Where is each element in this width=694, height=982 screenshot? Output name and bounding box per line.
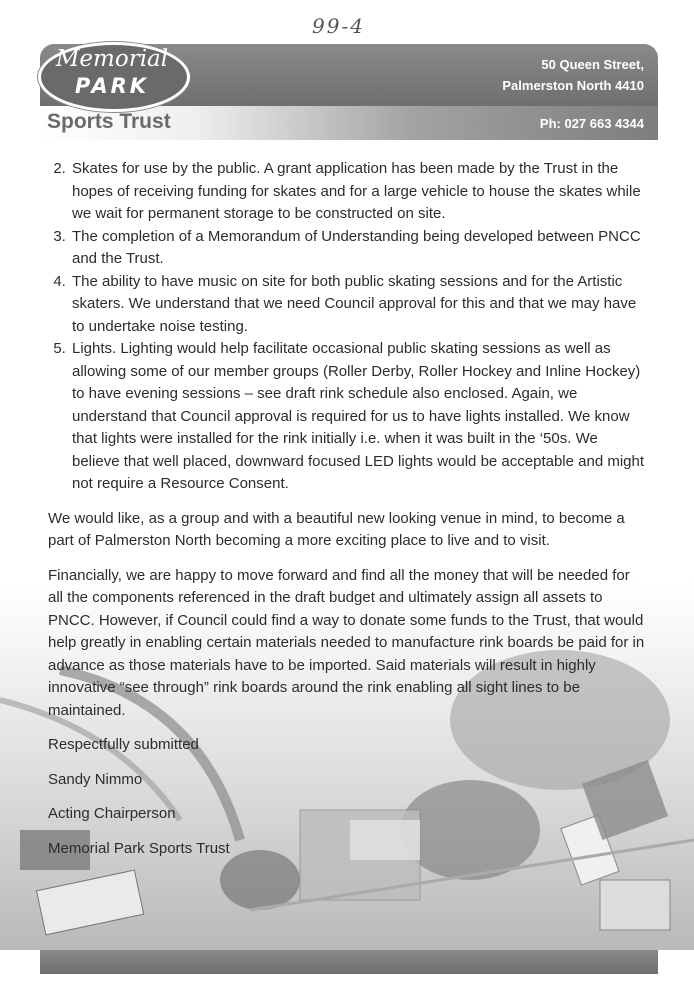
logo-text-memorial: Memorial [55,46,169,72]
list-item: 4. The ability to have music on site for both public skating sessions and for the Artistic skaters. We understand that we need Council approval for this and that we may have to undertake noise testing. [70,271,648,339]
footer-bar [40,950,658,974]
signatory-organisation: Memorial Park Sports Trust [48,839,230,857]
signatory-name: Sandy Nimmo [48,770,143,788]
phone-number: Ph: 027 663 4344 [539,116,644,131]
paragraph: We would like, as a group and with a beautiful new looking venue in mind, to become a part of Palmerston North becoming a more exciting place to live and to visit. [48,509,625,549]
org-subtitle: Sports Trust [47,110,171,133]
signatory-title: Acting Chairperson [48,805,176,822]
address-line-2: Palmerston North 4410 [502,78,644,93]
closing-line: Respectfully submitted [48,736,199,753]
numbered-list [48,158,648,496]
list-item: 3. The completion of a Memorandum of Understanding being developed between PNCC and the Trust. [70,226,648,271]
handwritten-page-note: 99-4 [312,14,365,38]
signature-block [48,734,648,860]
paragraph: Financially, we are happy to move forward and find all the money that will be needed for all the components referenced in the draft budget and ultimately assign all assets to PNCC. However, if Council could find a way to donate some funds to the Trust, that would help greatly in enabling certain materials needed to manufacture rink boards be paid for in advance as those materials have to be imported. Said materials will result in highly innovative “see through” rink boards around the rink enabling all sight lines to be maintained. [48,566,645,719]
list-item: 5. Lights. Lighting would help facilitate occasional public skating sessions as well as allowing some of our member groups (Roller Derby, Roller Hockey and Inline Hockey) to have evening sessions – see draft rink schedule also enclosed. Again, we understand that Council approval is required for us to have lights installed. We know that lights were installed for the rink initially i.e. when it was built in the ‘50s. We believe that well placed, downward focused LED lights would be acceptable and might not require a Resource Consent. [70,338,648,496]
list-item: 2. Skates for use by the public. A grant application has been made by the Trust in the hopes of receiving funding for skates and for a large vehicle to house the skates while we wait for permanent storage to be constructed on site. [70,158,648,226]
address-line-1: 50 Queen Street, [541,57,644,72]
logo-text-park: PARK [74,74,150,98]
letter-body [48,158,648,860]
